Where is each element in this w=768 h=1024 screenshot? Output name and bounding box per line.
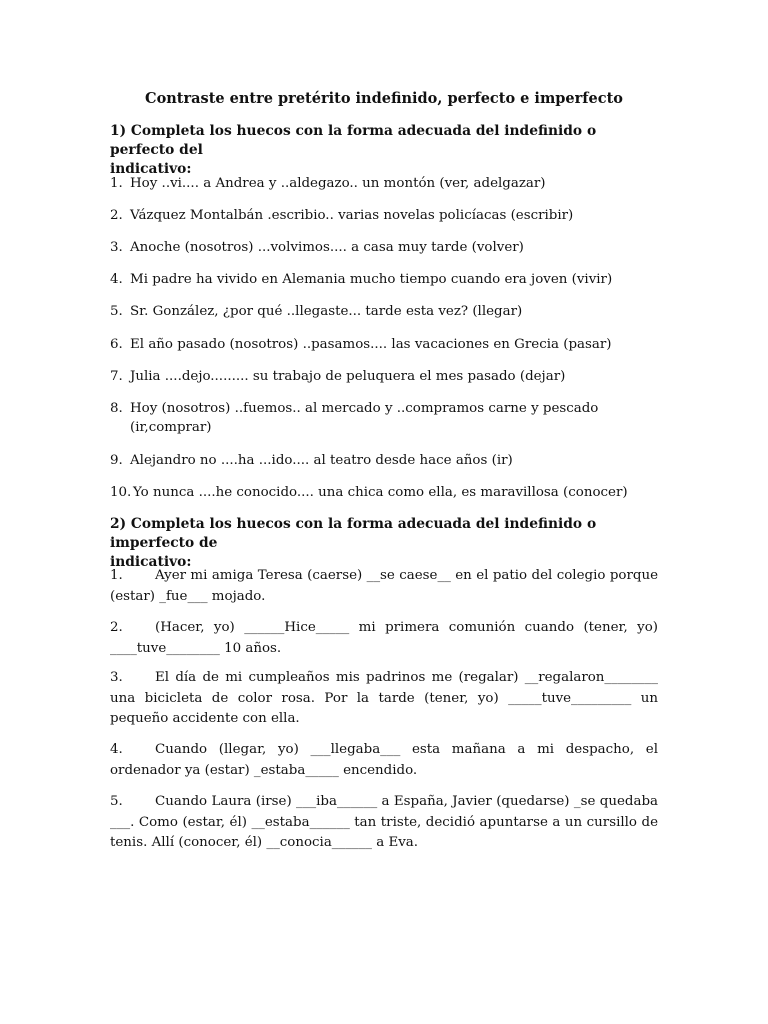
item-number: 5. [110, 794, 123, 809]
item-number: 3. [110, 670, 123, 685]
item-text: Yo nunca ....he conocido.... una chica como ella, es maravillosa (conocer) [133, 485, 628, 500]
exercise-1-2 [110, 206, 658, 225]
exercise-2-2 [110, 618, 658, 659]
item-text: Mi padre ha vivido en Alemania mucho tiempo cuando era joven (vivir) [130, 272, 613, 287]
item-number: 1. [110, 568, 123, 583]
item-text: Julia ....dejo......... su trabajo de peluquera el mes pasado (dejar) [130, 369, 566, 384]
item-number: 6. [110, 337, 123, 352]
item-text: Cuando Laura (irse) ___iba______ a España, Javier (quedarse) _se quedaba ___. Como (estar, él) __estaba______ tan triste, decidió apuntarse a un cursillo de tenis. Allí (conocer, él) __conocia______ a Eva. [110, 794, 658, 850]
item-number: 7. [110, 369, 123, 384]
item-number: 8. [110, 401, 123, 416]
exercise-1-5 [110, 302, 658, 321]
item-text: Ayer mi amiga Teresa (caerse) __se caese__ en el patio del colegio porque (estar) _fue___ mojado. [110, 568, 658, 604]
item-text: Hoy (nosotros) ..fuemos.. al mercado y ..compramos carne y pescado [130, 401, 599, 416]
exercise-1-4 [110, 270, 658, 289]
section-1-heading-line-2: indicativo: [110, 161, 192, 177]
section-2-heading [110, 515, 658, 572]
item-number: 4. [110, 742, 123, 757]
item-number: 4. [110, 272, 123, 287]
exercise-1-6 [110, 335, 658, 354]
item-text: Anoche (nosotros) ...volvimos.... a casa muy tarde (volver) [130, 240, 524, 255]
item-text: Sr. González, ¿por qué ..llegaste... tarde esta vez? (llegar) [130, 304, 523, 319]
item-number: 2. [110, 620, 123, 635]
item-text: Alejandro no ....ha ...ido.... al teatro desde hace años (ir) [130, 453, 513, 468]
item-text: El año pasado (nosotros) ..pasamos.... las vacaciones en Grecia (pasar) [130, 337, 612, 352]
item-text: (Hacer, yo) ______Hice_____ mi primera comunión cuando (tener, yo) ____tuve________ 10 años. [110, 620, 658, 656]
item-text-continuation: (ir,comprar) [130, 420, 212, 435]
item-number: 2. [110, 208, 123, 223]
exercise-2-4 [110, 740, 658, 781]
item-number: 1. [110, 176, 123, 191]
item-number: 5. [110, 304, 123, 319]
section-2-heading-line-2: indicativo: [110, 554, 192, 570]
item-number: 3. [110, 240, 123, 255]
item-number: 9. [110, 453, 123, 468]
section-1-heading [110, 122, 658, 179]
item-text: Cuando (llegar, yo) ___llegaba___ esta mañana a mi despacho, el ordenador ya (estar) _estaba_____ encendido. [110, 742, 658, 778]
item-text: Hoy ..vi.... a Andrea y ..aldegazo.. un montón (ver, adelgazar) [130, 176, 546, 191]
section-1-heading-line-1: 1) Completa los huecos con la forma adecuada del indefinido o perfecto del [110, 123, 597, 158]
exercise-1-8 [110, 399, 658, 437]
section-2-heading-line-1: 2) Completa los huecos con la forma adecuada del indefinido o imperfecto de [110, 516, 597, 551]
page-title: Contraste entre pretérito indefinido, perfecto e imperfecto [145, 90, 623, 107]
exercise-1-9 [110, 451, 658, 470]
item-text: Vázquez Montalbán .escribio.. varias novelas policíacas (escribir) [130, 208, 574, 223]
exercise-2-3 [110, 668, 658, 730]
exercise-1-7 [110, 367, 658, 386]
exercise-1-1 [110, 174, 658, 193]
exercise-1-10 [110, 483, 658, 502]
item-text: El día de mi cumpleaños mis padrinos me (regalar) __regalaron________ una bicicleta de color rosa. Por la tarde (tener, yo) _____tuve_________ un pequeño accidente con ella. [110, 670, 658, 726]
exercise-2-1 [110, 566, 658, 607]
item-number: 10. [110, 485, 132, 500]
exercise-2-5 [110, 792, 658, 854]
exercise-1-3 [110, 238, 658, 257]
